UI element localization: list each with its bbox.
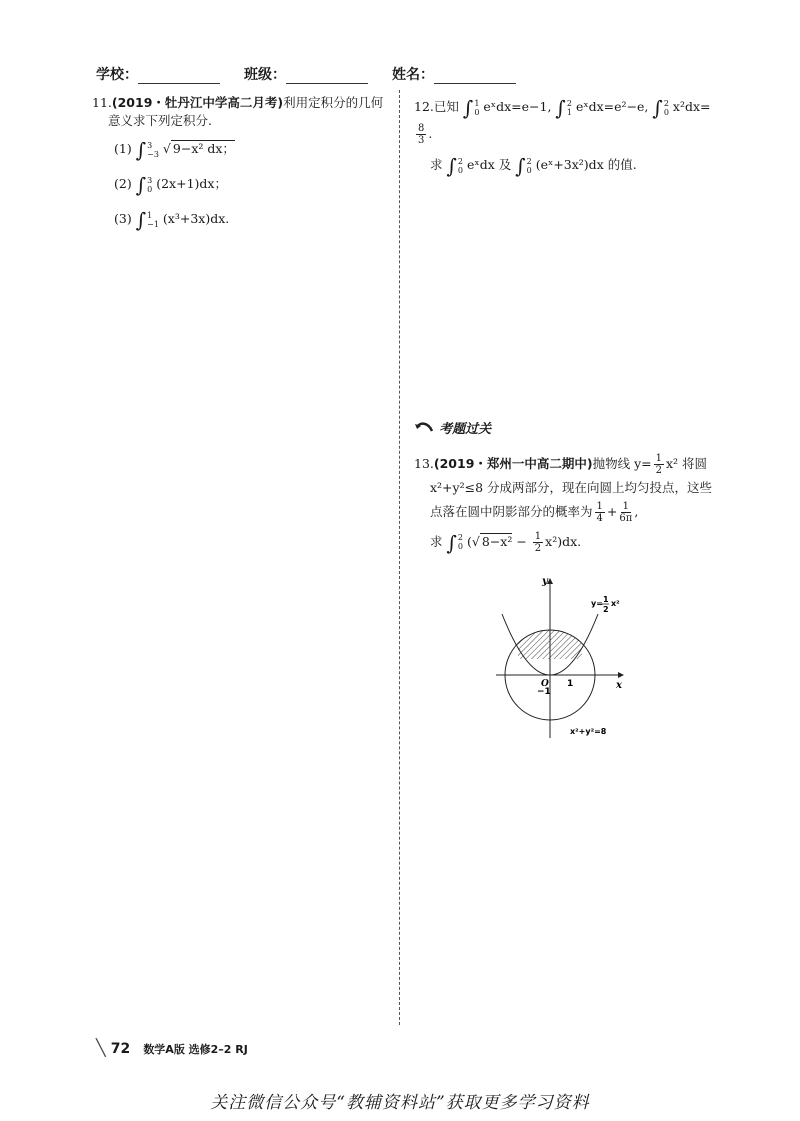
class-label: 班级： — [244, 67, 286, 83]
curved-arrow-icon — [414, 419, 434, 438]
tick-neg-one-label: −1 — [537, 687, 551, 697]
q13-line-1: 13.(2019・郑州一中高二期中)抛物线 y= $\frac{1}{2}$ x² 将圆 — [414, 453, 708, 476]
q11-part-3: (3) ∫ 1 −1 (x³+3x)dx. — [114, 208, 230, 233]
name-blank — [434, 69, 516, 84]
q11-part-2: (2) ∫ 3 0 (2x+1)dx； — [114, 173, 227, 198]
q13-line-2: x²+y²≤8 分成两部分，现在向圆上均匀投点，这些 — [430, 480, 713, 495]
tick-one-label: 1 — [567, 679, 574, 689]
section-title: 考题过关 — [439, 422, 492, 437]
question-12 — [414, 94, 714, 181]
parabola-frac-num: 1 — [603, 595, 609, 604]
question-11 — [92, 94, 392, 235]
book-title: 数学A版 选修2–2 RJ — [143, 1043, 248, 1056]
column-divider — [399, 90, 400, 1025]
origin-label: O — [541, 679, 549, 689]
circle-label: x²+y²=8 — [570, 727, 607, 736]
footer — [96, 1038, 248, 1057]
q11-line-1: 11.(2019・牡丹江中学高二月考)利用定积分的几何 — [92, 95, 384, 110]
school-blank — [138, 69, 220, 84]
q11-part-1: (1) ∫ 3 −3 √ 9−x² dx； — [114, 138, 235, 163]
page-number: 72 — [110, 1041, 131, 1057]
parabola-frac-den: 2 — [603, 605, 609, 614]
class-blank — [286, 69, 368, 84]
school-label: 学校： — [96, 67, 138, 83]
school-field — [96, 64, 220, 84]
q13-line-3: 点落在圆中阴影部分的概率为 $\frac{1}{4}$ + $\frac{1}{6\pi}$ , — [430, 500, 639, 524]
watermark: 关注微信公众号“教辅资料站”获取更多学习资料 — [210, 1093, 590, 1113]
parabola-x2: x² — [611, 599, 620, 608]
name-label: 姓名： — [392, 67, 434, 83]
section-header — [414, 418, 491, 438]
parabola-label: y= — [591, 599, 603, 608]
parabola-circle-figure — [490, 570, 640, 740]
q13-line-4: 求 ∫ 2 0 (√ 8−x² − $\frac{1}{2}$ x²)dx. — [430, 530, 582, 555]
name-field — [392, 64, 516, 84]
q12-line-2: 求 ∫ 2 0 eˣdx 及 ∫ 2 0 (eˣ+3x²)dx 的值. — [430, 154, 637, 178]
footer-slash-icon: ╲ — [96, 1038, 106, 1057]
y-axis-label: y — [542, 576, 548, 587]
q11-line-2: 意义求下列定积分. — [108, 113, 212, 129]
x-axis-label: x — [616, 680, 622, 691]
class-field — [244, 64, 368, 84]
question-13 — [414, 452, 714, 562]
q12-line-1: 12.已知 ∫ 1 0 eˣdx=e−1, ∫ 2 1 eˣdx=e²−e, ∫ 2 0 x²dx= $\frac{8}{3}$ . — [414, 96, 711, 146]
q11-source: (2019・牡丹江中学高二月考) — [111, 95, 284, 110]
